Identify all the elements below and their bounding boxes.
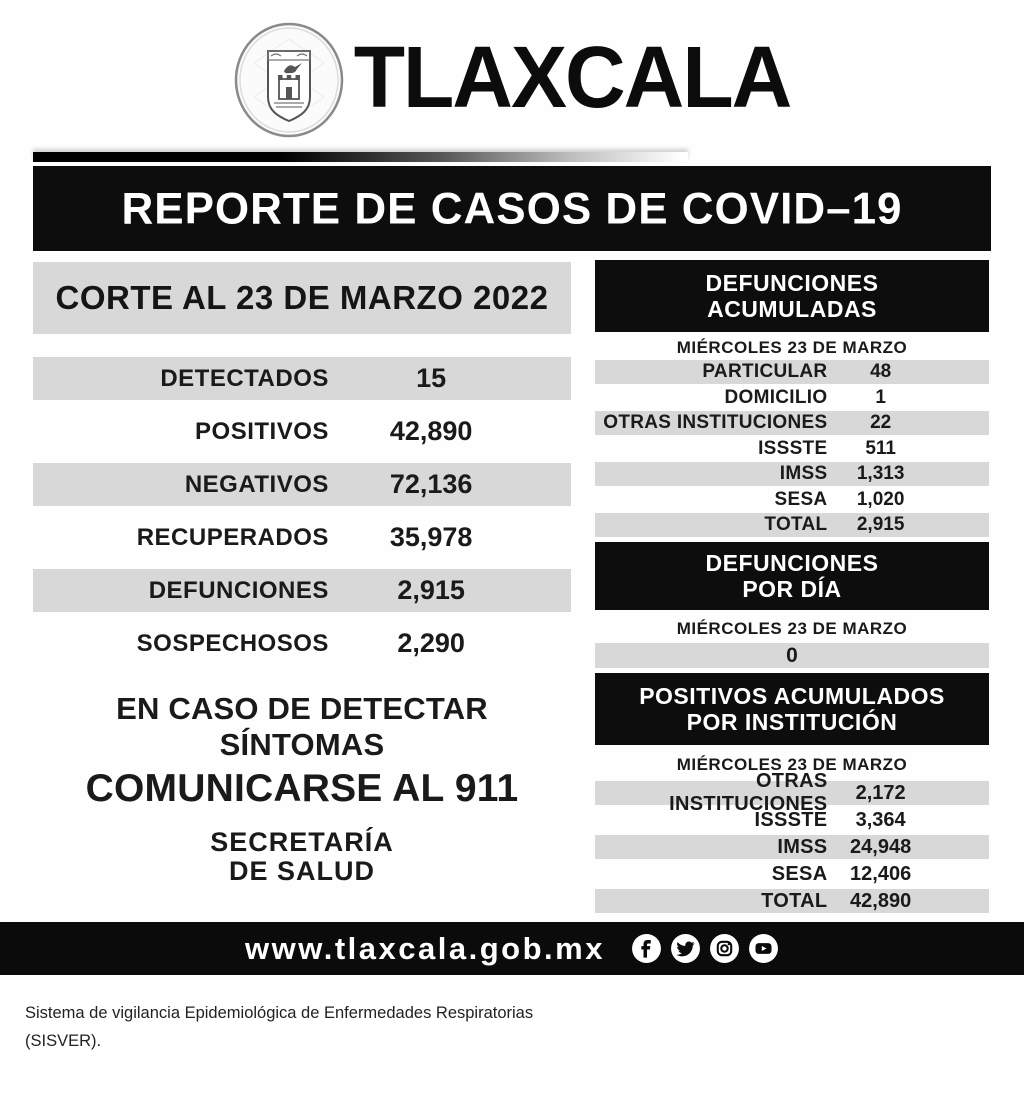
row-value: 12,406 <box>850 862 912 885</box>
section-title-line: DEFUNCIONES <box>705 270 879 296</box>
section-title-line: POR INSTITUCIÓN <box>686 709 898 735</box>
agency-line2: DE SALUD <box>228 856 375 886</box>
section-date: MIÉRCOLES 23 DE MARZO <box>676 338 908 357</box>
youtube-icon[interactable] <box>748 933 779 964</box>
row-label: TOTAL <box>761 889 828 912</box>
row-value: 72,136 <box>389 469 473 499</box>
row-value: 24,948 <box>850 835 912 858</box>
deaths-accumulated-header <box>595 260 989 332</box>
row-label: OTRAS INSTITUCIONES <box>603 412 828 433</box>
call-911-notice: COMUNICARSE AL 911 <box>85 767 519 810</box>
table-row <box>595 835 989 859</box>
row-value: 15 <box>416 363 447 393</box>
row-value: 511 <box>865 437 896 459</box>
right-panel <box>595 260 989 916</box>
table-row <box>595 386 989 410</box>
row-value: 2,290 <box>397 628 465 658</box>
brand-title: TLAXCALA <box>353 28 791 126</box>
row-label: SESA <box>774 488 828 510</box>
row-label: ISSSTE <box>754 808 828 831</box>
row-value: 42,890 <box>850 889 912 912</box>
row-value: 22 <box>870 412 892 433</box>
section-title-line: POSITIVOS ACUMULADOS <box>639 683 945 709</box>
row-label: DOMICILIO <box>724 386 828 408</box>
row-label: SESA <box>771 862 828 885</box>
deaths-per-day-value: 0 <box>595 643 989 668</box>
deaths-accumulated-table <box>595 360 989 537</box>
left-panel <box>33 262 571 886</box>
cutoff-date-bar: CORTE AL 23 DE MARZO 2022 <box>33 262 571 334</box>
table-row <box>595 411 989 435</box>
table-row <box>595 513 989 537</box>
table-row <box>33 463 571 506</box>
deaths-per-day-header <box>595 542 989 610</box>
row-label: IMSS <box>779 463 828 484</box>
facebook-icon[interactable] <box>631 933 662 964</box>
row-label: TOTAL <box>764 514 828 535</box>
row-value: 1 <box>875 386 886 408</box>
row-value: 48 <box>870 361 892 382</box>
table-row <box>595 808 989 832</box>
positives-by-institution-header <box>595 673 989 745</box>
table-row <box>595 360 989 384</box>
tlaxcala-coat-of-arms-logo <box>234 23 344 137</box>
section-date: MIÉRCOLES 23 DE MARZO <box>676 619 908 638</box>
table-row <box>595 862 989 886</box>
sources-line2: Sistema de vigilancia Epidemiológica de Enfermedades Respiratorias (SISVER). <box>25 1004 538 1050</box>
row-label: RECUPERADOS <box>136 523 329 551</box>
sources-note <box>25 856 585 1111</box>
table-row <box>595 437 989 461</box>
row-label: DEFUNCIONES <box>148 576 329 604</box>
agency-line1: SECRETARÍA <box>210 827 394 857</box>
table-row <box>33 516 571 559</box>
row-label: SOSPECHOSOS <box>136 629 329 657</box>
row-value: 2,172 <box>855 781 906 804</box>
row-label: POSITIVOS <box>195 417 329 445</box>
row-value: 3,364 <box>855 808 906 831</box>
table-row <box>33 622 571 665</box>
table-row <box>33 357 571 400</box>
section-title-line: ACUMULADAS <box>707 296 877 322</box>
social-icons <box>631 933 779 964</box>
row-label: ISSSTE <box>758 437 828 459</box>
row-label: DETECTADOS <box>160 364 329 392</box>
row-label: PARTICULAR <box>702 361 828 382</box>
row-label: OTRAS INSTITUCIONES <box>669 770 828 815</box>
gradient-divider <box>33 152 688 162</box>
footer-bar <box>0 922 1024 975</box>
positives-by-institution-table <box>595 770 989 913</box>
twitter-icon[interactable] <box>670 933 701 964</box>
header <box>0 20 1024 140</box>
row-value: 2,915 <box>397 575 465 605</box>
row-value: 42,890 <box>389 416 473 446</box>
table-row <box>595 889 989 913</box>
website-link[interactable]: www.tlaxcala.gob.mx <box>245 930 605 966</box>
table-row <box>595 488 989 512</box>
table-row <box>33 569 571 612</box>
symptoms-notice: EN CASO DE DETECTAR SÍNTOMAS <box>116 691 488 762</box>
table-row <box>33 410 571 453</box>
row-value: 1,020 <box>856 488 905 510</box>
section-title-line: POR DÍA <box>742 576 842 602</box>
instagram-icon[interactable] <box>709 933 740 964</box>
section-date: MIÉRCOLES 23 DE MARZO <box>676 755 908 774</box>
table-row <box>595 770 989 815</box>
case-summary-table <box>33 357 571 665</box>
row-value: 1,313 <box>856 463 905 484</box>
row-value: 2,915 <box>856 514 905 535</box>
report-title: REPORTE DE CASOS DE COVID–19 <box>121 183 903 233</box>
report-title-banner <box>33 166 991 251</box>
row-label: NEGATIVOS <box>184 470 329 498</box>
row-label: IMSS <box>777 835 828 858</box>
table-row <box>595 462 989 486</box>
row-value: 35,978 <box>389 522 473 552</box>
section-title-line: DEFUNCIONES <box>705 550 879 576</box>
